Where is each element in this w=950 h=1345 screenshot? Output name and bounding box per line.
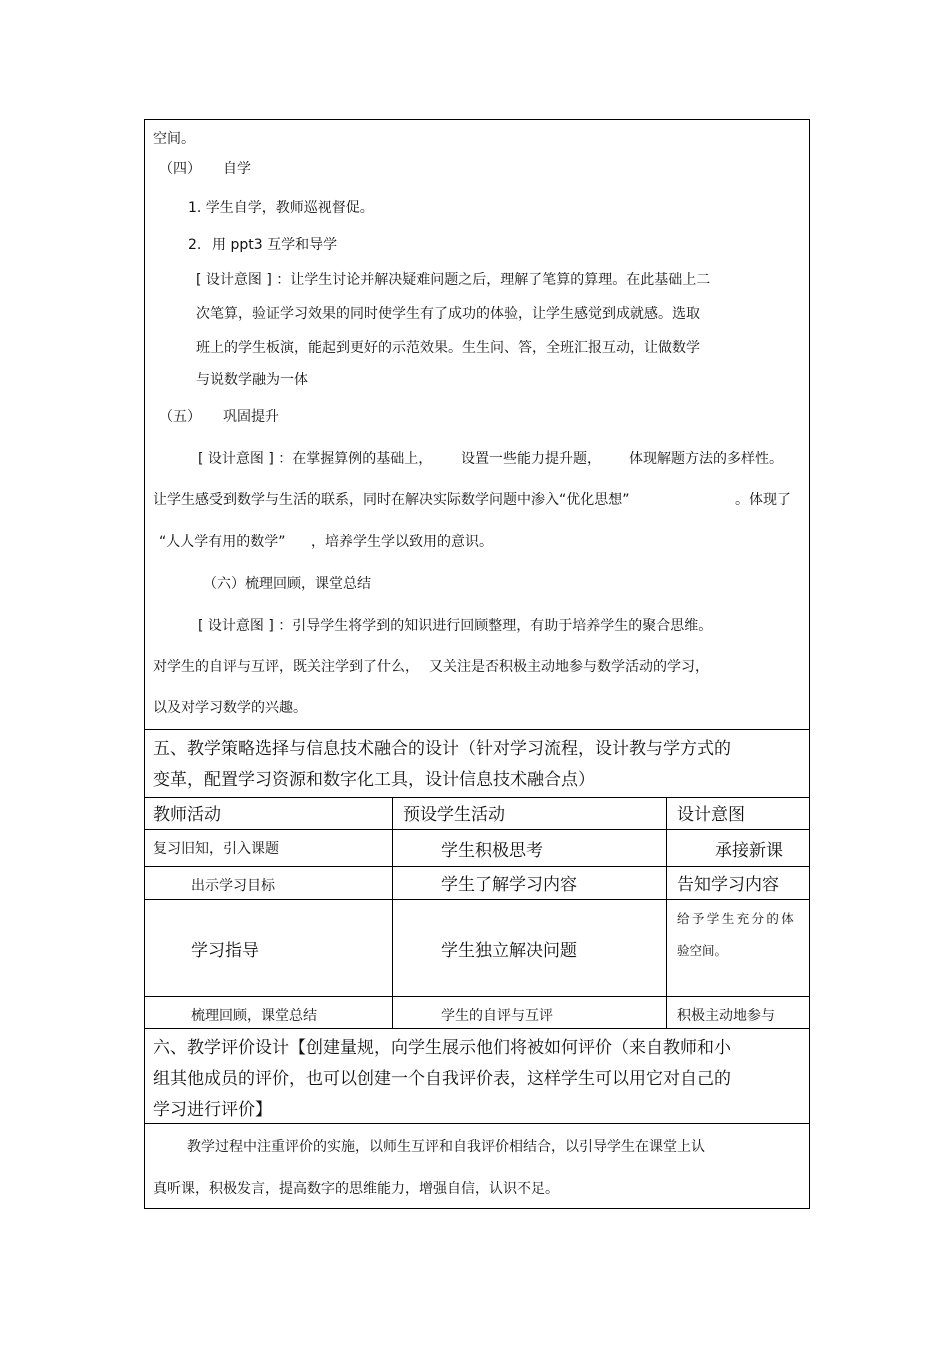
row-divider — [145, 1028, 809, 1029]
design-intent-line: ，培养学生学以致用的意识。 — [311, 534, 493, 550]
section-heading: 组其他成员的评价，也可以创建一个自我评价表，这样学生可以用它对自己的 — [153, 1069, 731, 1089]
row-divider — [145, 866, 809, 867]
design-intent-line: “人人学有用的数学” — [159, 534, 286, 550]
design-intent-line: [ 设计意图 ] ：让学生讨论并解决疑难问题之后，理解了笔算的算理。在此基础上二 — [196, 272, 711, 288]
design-intent-line: 次笔算，验证学习效果的同时使学生有了成功的体验，让学生感觉到成就感。选取 — [196, 306, 700, 322]
design-intent-line: [ 设计意图 ] ：引导学生将学到的知识进行回顾整理，有助于培养学生的聚合思维。 — [198, 618, 713, 634]
table-cell: 学生的自评与互评 — [441, 1008, 553, 1024]
list-item: 1. 学生自学，教师巡视督促。 — [188, 200, 374, 216]
design-intent-line: 对学生的自评与互评，既关注学到了什么， — [153, 659, 419, 675]
table-cell: 出示学习目标 — [191, 878, 275, 894]
evaluation-text: 教学过程中注重评价的实施，以师生互评和自我评价相结合，以引导学生在课堂上认 — [187, 1139, 705, 1155]
design-intent-line: 与说数学融为一体 — [196, 372, 308, 388]
row-divider — [145, 797, 809, 798]
design-intent-line: 以及对学习数学的兴趣。 — [153, 700, 307, 716]
table-header-intent: 设计意图 — [677, 805, 745, 825]
document-table-frame — [144, 119, 810, 1209]
subsection-title: 巩固提升 — [223, 409, 279, 425]
table-cell: 梳理回顾，课堂总结 — [191, 1008, 317, 1024]
table-header-teacher: 教师活动 — [153, 805, 221, 825]
table-cell: 承接新课 — [715, 841, 783, 861]
evaluation-text: 真听课，积极发言，提高数字的思维能力，增强自信，认识不足。 — [153, 1181, 559, 1197]
section-heading: 变革，配置学习资源和数字化工具，设计信息技术融合点） — [153, 770, 595, 790]
design-intent-line: 班上的学生板演，能起到更好的示范效果。生生问、答，全班汇报互动，让做数学 — [196, 340, 700, 356]
row-divider — [145, 1123, 809, 1124]
row-divider — [145, 899, 809, 900]
design-intent-line: 体现解题方法的多样性。 — [629, 451, 783, 467]
design-intent-line: 。体现了 — [735, 492, 791, 508]
design-intent-line: 设置一些能力提升题， — [461, 451, 601, 467]
subsection-number: （四） — [159, 161, 201, 177]
list-item: 用 ppt3 互学和导学 — [212, 237, 338, 253]
row-divider — [145, 829, 809, 830]
table-cell: 复习旧知，引入课题 — [153, 841, 279, 857]
table-cell: 学生了解学习内容 — [441, 875, 577, 895]
table-cell: 积极主动地参与 — [677, 1008, 775, 1024]
table-cell: 验空间。 — [677, 943, 728, 958]
subsection-title: 自学 — [223, 161, 251, 177]
table-cell: 告知学习内容 — [677, 875, 779, 895]
list-item-number: 2. — [188, 237, 202, 253]
table-header-student: 预设学生活动 — [403, 805, 505, 825]
text-line: 空间。 — [153, 131, 195, 147]
subsection-title: （六）梳理回顾，课堂总结 — [203, 576, 371, 592]
design-intent-line: 让学生感受到数学与生活的联系，同时在解决实际数学问题中渗入“优化思想” — [153, 492, 630, 508]
table-cell: 学生独立解决问题 — [441, 941, 577, 961]
design-intent-line: [ 设计意图 ] ：在掌握算例的基础上， — [198, 451, 433, 467]
column-divider — [392, 797, 393, 1028]
table-cell: 给予学生充分的体 — [677, 911, 797, 926]
subsection-number: （五） — [159, 409, 201, 425]
table-cell: 学习指导 — [191, 941, 259, 961]
row-divider — [145, 996, 809, 997]
section-heading: 学习进行评价】 — [153, 1100, 272, 1120]
section-heading: 五、教学策略选择与信息技术融合的设计（针对学习流程，设计教与学方式的 — [153, 739, 731, 759]
row-divider — [145, 729, 809, 730]
column-divider — [666, 797, 667, 1028]
section-heading: 六、教学评价设计【创建量规，向学生展示他们将被如何评价（来自教师和小 — [153, 1038, 731, 1058]
design-intent-line: 又关注是否积极主动地参与数学活动的学习， — [429, 659, 709, 675]
table-cell: 学生积极思考 — [441, 841, 543, 861]
